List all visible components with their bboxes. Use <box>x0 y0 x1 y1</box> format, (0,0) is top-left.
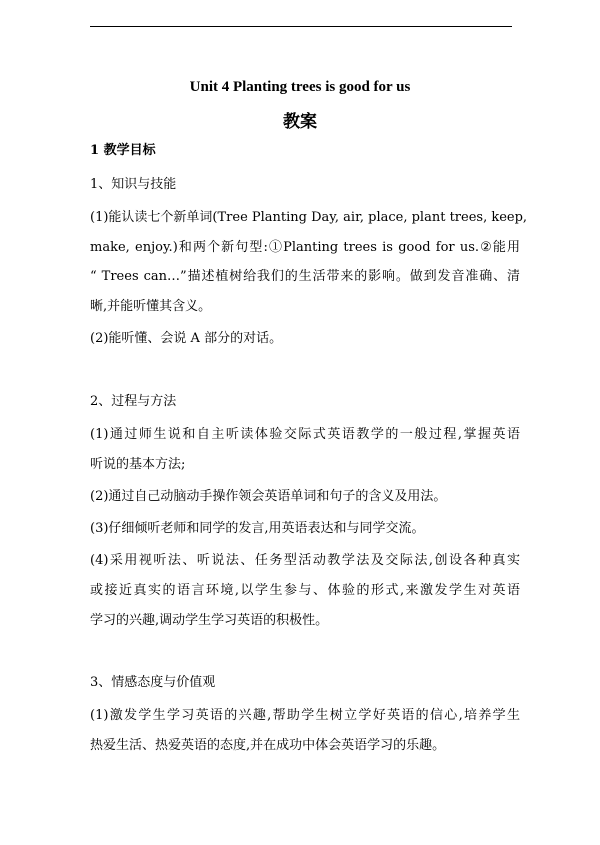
paragraph-line: 听说的基本方法; <box>90 457 186 472</box>
paragraph-line: (1)能认读七个新单词(Tree Planting Day, air, place, plant trees, keep, <box>90 210 528 225</box>
lesson-subtitle: 教案 <box>283 112 317 132</box>
subsection-heading-process-methods: 2、过程与方法 <box>90 394 177 409</box>
paragraph-line: (1)通过师生说和自主听读体验交际式英语教学的一般过程,掌握英语 <box>90 427 520 442</box>
paragraph-line: 或接近真实的语言环境,以学生参与、体验的形式,来激发学生对英语 <box>90 583 520 598</box>
paragraph-line: (1)激发学生学习英语的兴趣,帮助学生树立学好英语的信心,培养学生 <box>90 708 520 723</box>
subsection-heading-attitudes-values: 3、情感态度与价值观 <box>90 675 216 690</box>
paragraph-line: 学习的兴趣,调动学生学习英语的积极性。 <box>90 613 329 628</box>
paragraph-line: 晰,并能听懂其含义。 <box>90 299 212 314</box>
paragraph-line: (2)能听懂、会说 A 部分的对话。 <box>90 331 283 346</box>
subsection-heading-knowledge-skills: 1、知识与技能 <box>90 177 177 192</box>
paragraph-line: “ Trees can…”描述植树给我们的生活带来的影响。做到发音准确、清 <box>90 269 520 284</box>
paragraph-line: (4)采用视听法、听说法、任务型活动教学法及交际法,创设各种真实 <box>90 553 520 568</box>
paragraph-line: (3)仔细倾听老师和同学的发言,用英语表达和与同学交流。 <box>90 521 425 536</box>
header-rule <box>90 26 512 27</box>
paragraph-line: (2)通过自己动脑动手操作领会英语单词和句子的含义及用法。 <box>90 489 447 504</box>
section-heading-objectives: 1 教学目标 <box>90 143 156 158</box>
paragraph-line: make, enjoy.)和两个新句型:①Planting trees is good for us.②能用 <box>90 240 520 255</box>
lesson-title: Unit 4 Planting trees is good for us <box>189 79 411 95</box>
paragraph-line: 热爱生活、热爱英语的态度,并在成功中体会英语学习的乐趣。 <box>90 738 446 753</box>
